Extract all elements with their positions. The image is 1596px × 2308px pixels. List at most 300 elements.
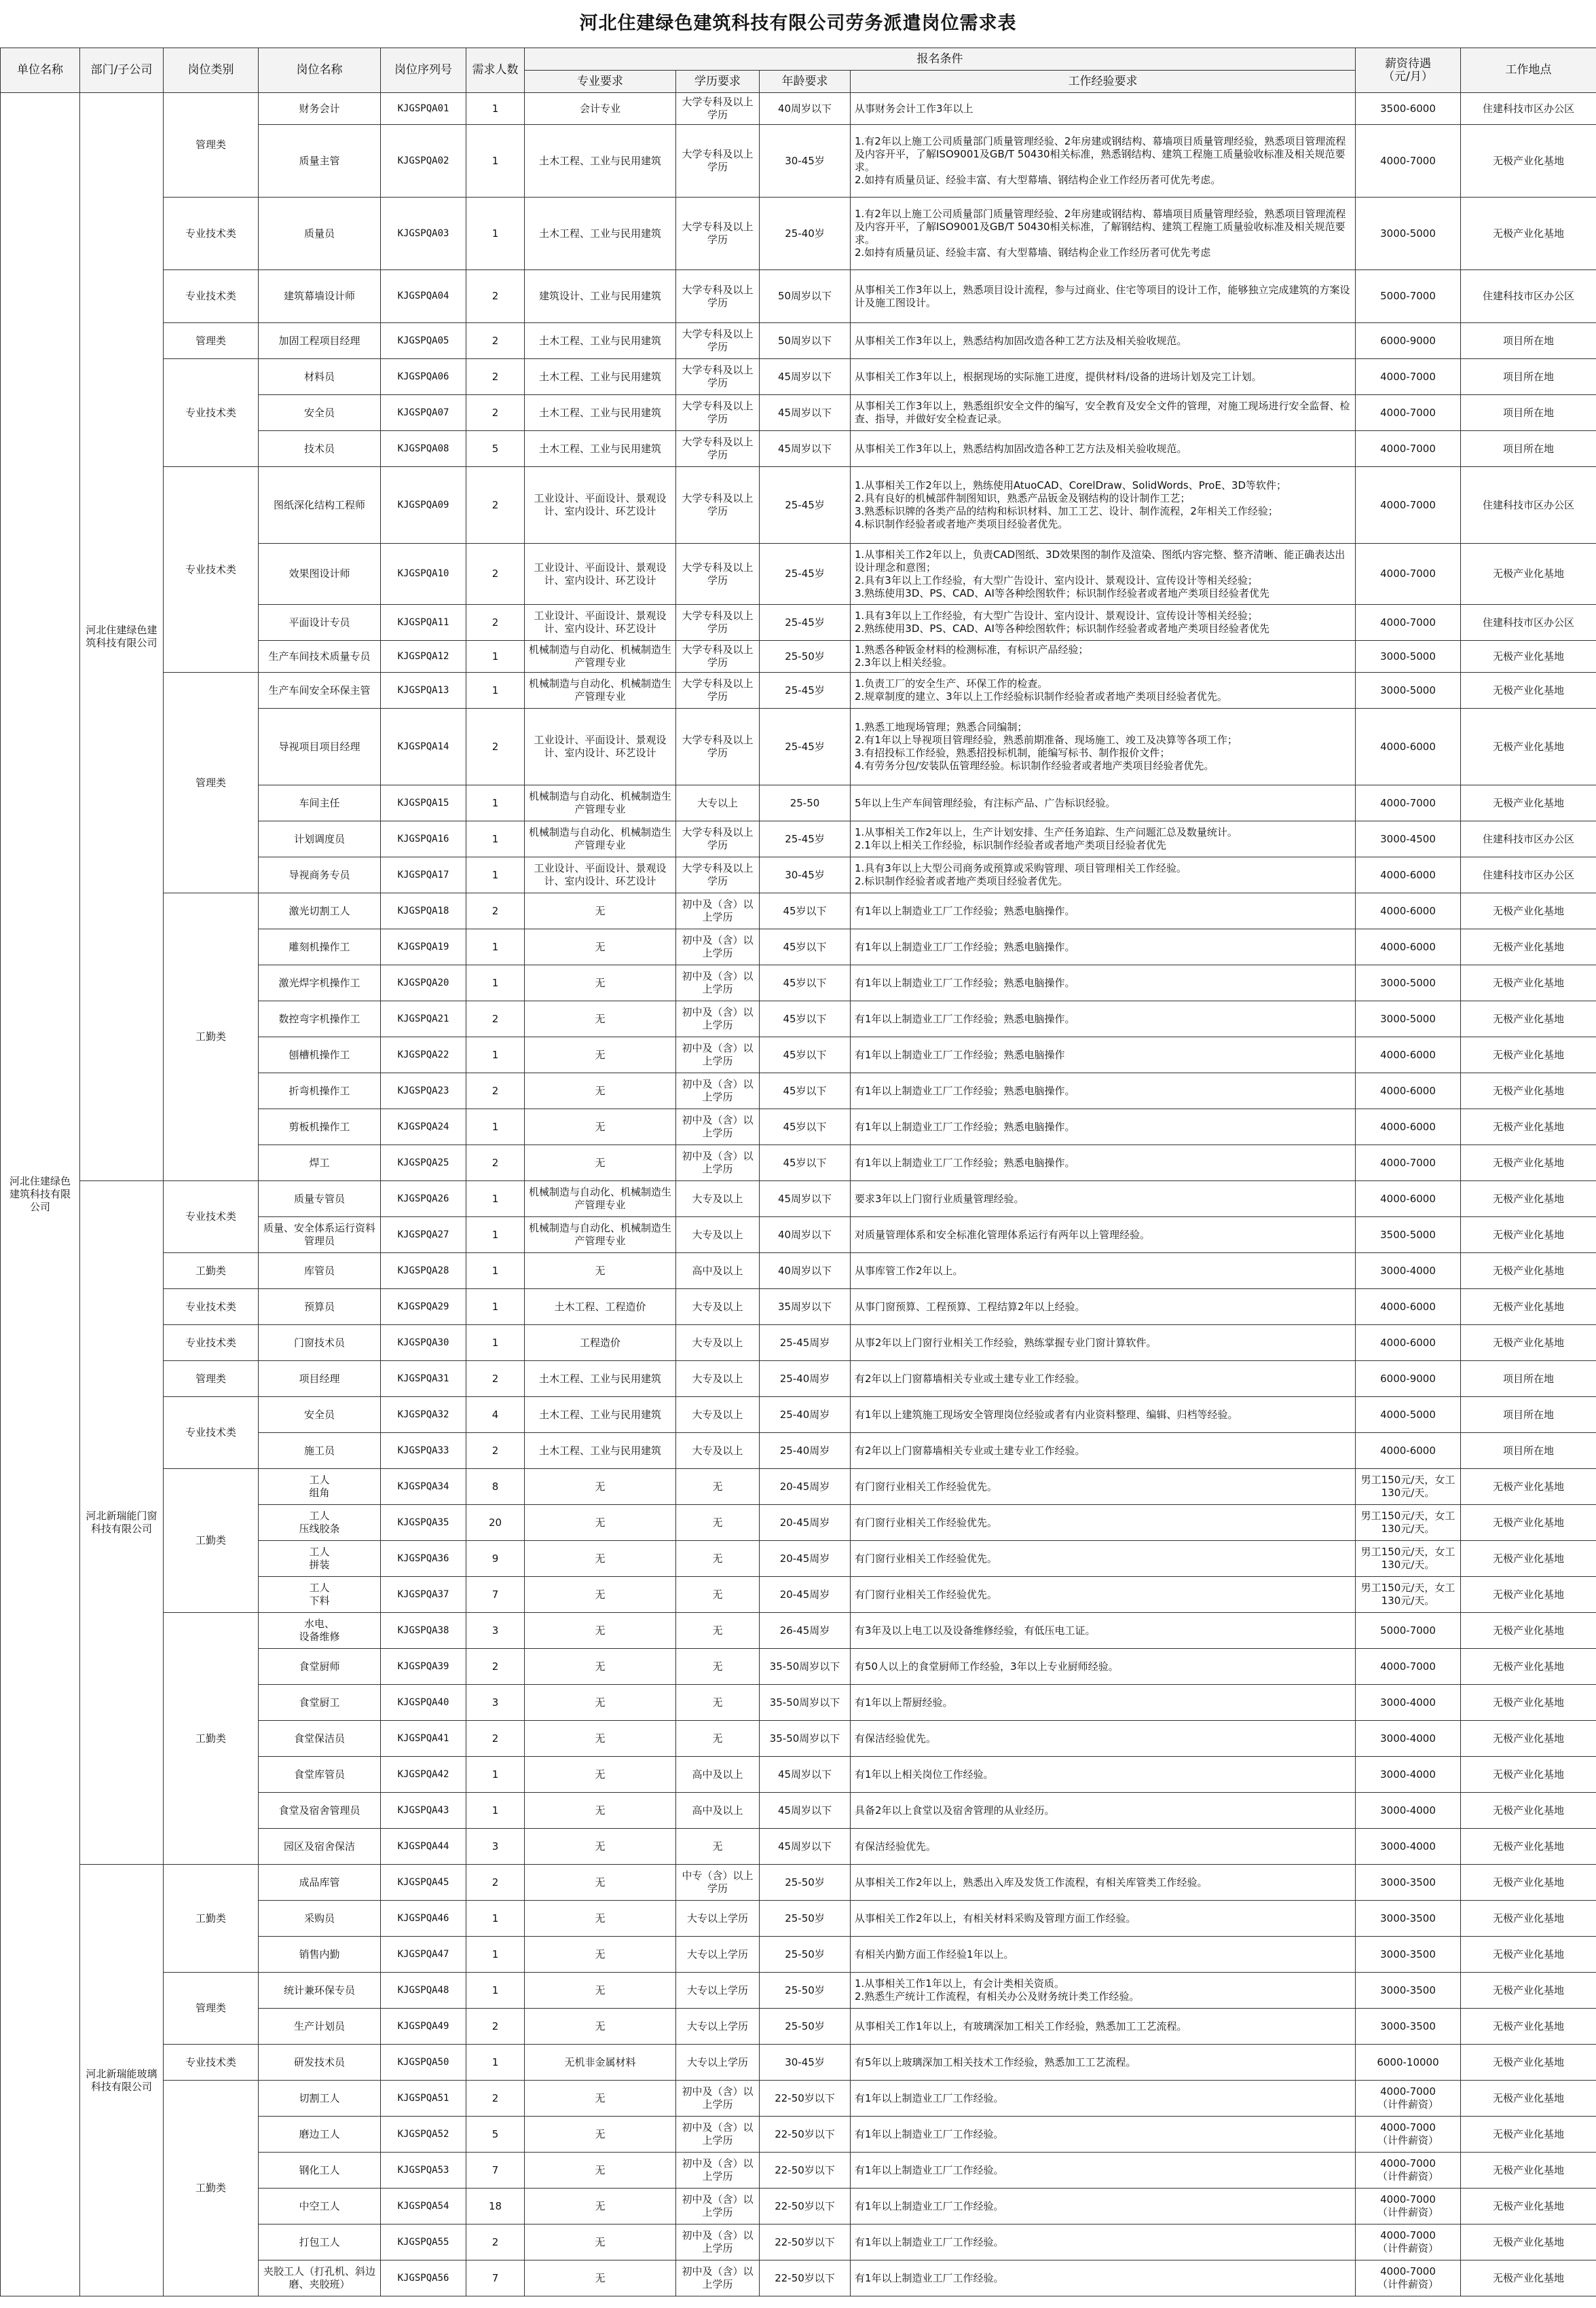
job-code-cell: KJGSPQA29 <box>381 1289 466 1325</box>
job-code-cell: KJGSPQA03 <box>381 198 466 270</box>
headcount-cell: 1 <box>466 965 525 1001</box>
header-job: 岗位名称 <box>259 48 381 93</box>
age-cell: 25-45岁 <box>760 709 851 785</box>
headcount-cell: 3 <box>466 1685 525 1721</box>
experience-cell: 有1年以上制造业工厂工作经验；熟悉电脑操作。 <box>851 1145 1356 1181</box>
education-cell: 大专及以上 <box>676 1325 760 1361</box>
headcount-cell: 1 <box>466 1937 525 1973</box>
experience-cell: 有相关内勤方面工作经验1年以上。 <box>851 1937 1356 1973</box>
category-cell: 工勤类 <box>164 1253 259 1289</box>
job-name-cell: 安全员 <box>259 1397 381 1433</box>
age-cell: 45周岁以下 <box>760 1829 851 1865</box>
major-cell: 工业设计、平面设计、景观设计、室内设计、环艺设计 <box>525 857 676 893</box>
salary-cell: 4000-7000 （计件薪资） <box>1356 2081 1461 2117</box>
job-name-cell: 统计兼环保专员 <box>259 1973 381 2009</box>
experience-cell: 从事库管工作2年以上。 <box>851 1253 1356 1289</box>
job-code-cell: KJGSPQA20 <box>381 965 466 1001</box>
experience-cell: 有1年以上制造业工厂工作经验；熟悉电脑操作。 <box>851 1109 1356 1145</box>
headcount-cell: 2 <box>466 2081 525 2117</box>
location-cell: 无极产业化基地 <box>1461 1001 1596 1037</box>
experience-cell: 有1年以上制造业工厂工作经验；熟悉电脑操作。 <box>851 965 1356 1001</box>
job-name-cell: 夹胶工人（打孔机、斜边磨、夹胶班） <box>259 2260 381 2296</box>
category-cell: 专业技术类 <box>164 1397 259 1469</box>
major-cell: 无 <box>525 1073 676 1109</box>
age-cell: 35-50周岁以下 <box>760 1685 851 1721</box>
experience-cell: 1.从事相关工作2年以上，熟练使用AtuoCAD、CorelDraw、SolidWords、ProE、3D等软件； 2.具有良好的机械部件制图知识，熟悉产品钣金及钢结构的设计制作工艺； 3.熟悉标识牌的各类产品的结构和标识材料、加工工艺、设计、制作流程，2年相关工作经验； 4.标识制作经验者或者地产类项目经验者优先。 <box>851 467 1356 544</box>
age-cell: 45岁以下 <box>760 965 851 1001</box>
salary-cell: 3000-3500 <box>1356 1937 1461 1973</box>
headcount-cell: 1 <box>466 1901 525 1937</box>
salary-cell: 4000-7000 （计件薪资） <box>1356 2117 1461 2153</box>
experience-cell: 1.从事相关工作2年以上，负责CAD图纸、3D效果图的制作及渲染、图纸内容完整、整齐清晰、能正确表达出设计理念和意图； 2.具有3年以上工作经验，有大型广告设计、室内设计、景观设计、宣传设计等相关经验； 3.熟练使用3D、PS、CAD、AI等各种绘图软件；标识制作经验者或者地产类项目经验者优先 <box>851 544 1356 605</box>
major-cell: 无机非金属材料 <box>525 2045 676 2081</box>
salary-cell: 4000-6000 <box>1356 1433 1461 1469</box>
location-cell: 无极产业化基地 <box>1461 893 1596 929</box>
salary-cell: 5000-7000 <box>1356 1613 1461 1649</box>
headcount-cell: 2 <box>466 1073 525 1109</box>
education-cell: 大学专科及以上学历 <box>676 641 760 673</box>
location-cell: 无极产业化基地 <box>1461 1937 1596 1973</box>
age-cell: 45周岁以下 <box>760 359 851 395</box>
headcount-cell: 1 <box>466 641 525 673</box>
job-name-cell: 质量主管 <box>259 125 381 198</box>
salary-cell: 4000-7000 <box>1356 359 1461 395</box>
job-code-cell: KJGSPQA33 <box>381 1433 466 1469</box>
headcount-cell: 2 <box>466 709 525 785</box>
job-name-cell: 导视项目项目经理 <box>259 709 381 785</box>
age-cell: 25-45岁 <box>760 544 851 605</box>
location-cell: 无极产业化基地 <box>1461 965 1596 1001</box>
age-cell: 30-45岁 <box>760 2045 851 2081</box>
header-conditions: 报名条件 <box>525 48 1356 71</box>
job-name-cell: 焊工 <box>259 1145 381 1181</box>
major-cell: 无 <box>525 1109 676 1145</box>
education-cell: 大学专科及以上学历 <box>676 359 760 395</box>
location-cell: 无极产业化基地 <box>1461 1109 1596 1145</box>
major-cell: 机械制造与自动化、机械制造生产管理专业 <box>525 785 676 821</box>
job-code-cell: KJGSPQA08 <box>381 431 466 467</box>
salary-cell: 4000-7000 <box>1356 431 1461 467</box>
location-cell: 无极产业化基地 <box>1461 125 1596 198</box>
salary-cell: 3000-5000 <box>1356 965 1461 1001</box>
headcount-cell: 2 <box>466 2225 525 2260</box>
salary-cell: 3000-5000 <box>1356 641 1461 673</box>
category-cell: 专业技术类 <box>164 467 259 673</box>
major-cell: 机械制造与自动化、机械制造生产管理专业 <box>525 1217 676 1253</box>
major-cell: 无 <box>525 1505 676 1541</box>
age-cell: 45周岁以下 <box>760 1757 851 1793</box>
age-cell: 20-45周岁 <box>760 1541 851 1577</box>
salary-cell: 4000-6000 <box>1356 929 1461 965</box>
header-row-1 <box>1 48 1596 71</box>
category-cell: 管理类 <box>164 673 259 893</box>
age-cell: 25-45周岁 <box>760 1325 851 1361</box>
headcount-cell: 20 <box>466 1505 525 1541</box>
headcount-cell: 1 <box>466 125 525 198</box>
header-age: 年龄要求 <box>760 71 851 93</box>
education-cell: 大学专科及以上学历 <box>676 673 760 709</box>
age-cell: 22-50岁以下 <box>760 2260 851 2296</box>
job-code-cell: KJGSPQA18 <box>381 893 466 929</box>
major-cell: 土木工程、工业与民用建筑 <box>525 1433 676 1469</box>
salary-cell: 男工150元/天，女工130元/天。 <box>1356 1469 1461 1505</box>
education-cell: 大专以上学历 <box>676 1901 760 1937</box>
headcount-cell: 1 <box>466 785 525 821</box>
job-code-cell: KJGSPQA42 <box>381 1757 466 1793</box>
location-cell: 无极产业化基地 <box>1461 1253 1596 1289</box>
location-cell: 无极产业化基地 <box>1461 198 1596 270</box>
job-code-cell: KJGSPQA06 <box>381 359 466 395</box>
salary-cell: 3500-5000 <box>1356 1217 1461 1253</box>
age-cell: 35-50周岁以下 <box>760 1649 851 1685</box>
job-name-cell: 磨边工人 <box>259 2117 381 2153</box>
headcount-cell: 9 <box>466 1541 525 1577</box>
table-row <box>1 1397 1596 1433</box>
education-cell: 大专及以上 <box>676 1397 760 1433</box>
headcount-cell: 7 <box>466 1577 525 1613</box>
major-cell: 无 <box>525 893 676 929</box>
headcount-cell: 2 <box>466 1433 525 1469</box>
education-cell: 无 <box>676 1721 760 1757</box>
location-cell: 无极产业化基地 <box>1461 1865 1596 1901</box>
experience-cell: 有1年以上制造业工厂工作经验；熟悉电脑操作。 <box>851 893 1356 929</box>
experience-cell: 有5年以上玻璃深加工相关技术工作经验，熟悉加工工艺流程。 <box>851 2045 1356 2081</box>
age-cell: 22-50岁以下 <box>760 2153 851 2189</box>
major-cell: 无 <box>525 1649 676 1685</box>
location-cell: 项目所在地 <box>1461 359 1596 395</box>
age-cell: 25-45岁 <box>760 821 851 857</box>
salary-cell: 3000-4000 <box>1356 1829 1461 1865</box>
experience-cell: 从事相关工作3年以上，熟悉结构加固改造各种工艺方法及相关验收规范。 <box>851 431 1356 467</box>
header-edu: 学历要求 <box>676 71 760 93</box>
major-cell: 无 <box>525 1541 676 1577</box>
job-name-cell: 建筑幕墙设计师 <box>259 270 381 323</box>
salary-cell: 3000-5000 <box>1356 1001 1461 1037</box>
salary-cell: 3000-4000 <box>1356 1685 1461 1721</box>
job-code-cell: KJGSPQA56 <box>381 2260 466 2296</box>
job-name-cell: 食堂厨师 <box>259 1649 381 1685</box>
salary-cell: 4000-6000 <box>1356 1181 1461 1217</box>
job-name-cell: 生产计划员 <box>259 2009 381 2045</box>
table-row <box>1 1325 1596 1361</box>
job-code-cell: KJGSPQA41 <box>381 1721 466 1757</box>
headcount-cell: 7 <box>466 2260 525 2296</box>
experience-cell: 有1年以上制造业工厂工作经验；熟悉电脑操作。 <box>851 1001 1356 1037</box>
location-cell: 住建科技市区办公区 <box>1461 821 1596 857</box>
education-cell: 初中及（含）以上学历 <box>676 1073 760 1109</box>
job-name-cell: 生产车间技术质量专员 <box>259 641 381 673</box>
education-cell: 大专及以上 <box>676 1361 760 1397</box>
location-cell: 无极产业化基地 <box>1461 1829 1596 1865</box>
education-cell: 大学专科及以上学历 <box>676 467 760 544</box>
experience-cell: 有1年以上帮厨经验。 <box>851 1685 1356 1721</box>
major-cell: 会计专业 <box>525 93 676 125</box>
experience-cell: 1.熟悉工地现场管理；熟悉合同编制； 2.有1年以上导视项目管理经验，熟悉前期准备、现场施工、竣工及决算等各项工作； 3.有招投标工作经验，熟悉招投标机制，能编写标书、制作报价文件； 4.有劳务分包/安装队伍管理经验。标识制作经验者或者地产类项目经验者优先。 <box>851 709 1356 785</box>
category-cell: 专业技术类 <box>164 2045 259 2081</box>
education-cell: 高中及以上 <box>676 1253 760 1289</box>
job-code-cell: KJGSPQA32 <box>381 1397 466 1433</box>
job-name-cell: 安全员 <box>259 395 381 431</box>
headcount-cell: 1 <box>466 1793 525 1829</box>
experience-cell: 对质量管理体系和安全标准化管理体系运行有两年以上管理经验。 <box>851 1217 1356 1253</box>
education-cell: 大专及以上 <box>676 1433 760 1469</box>
header-category: 岗位类别 <box>164 48 259 93</box>
education-cell: 大学专科及以上学历 <box>676 544 760 605</box>
job-code-cell: KJGSPQA49 <box>381 2009 466 2045</box>
job-name-cell: 工人 拼装 <box>259 1541 381 1577</box>
age-cell: 45岁以下 <box>760 1001 851 1037</box>
location-cell: 无极产业化基地 <box>1461 2081 1596 2117</box>
salary-cell: 6000-9000 <box>1356 1361 1461 1397</box>
salary-cell: 3000-5000 <box>1356 673 1461 709</box>
salary-cell: 4000-7000 <box>1356 785 1461 821</box>
job-name-cell: 平面设计专员 <box>259 605 381 641</box>
experience-cell: 有1年以上制造业工厂工作经验。 <box>851 2117 1356 2153</box>
age-cell: 45周岁以下 <box>760 1181 851 1217</box>
category-cell: 管理类 <box>164 93 259 198</box>
job-code-cell: KJGSPQA37 <box>381 1577 466 1613</box>
job-code-cell: KJGSPQA30 <box>381 1325 466 1361</box>
age-cell: 25-45岁 <box>760 467 851 544</box>
education-cell: 初中及（含）以上学历 <box>676 893 760 929</box>
location-cell: 无极产业化基地 <box>1461 2045 1596 2081</box>
location-cell: 无极产业化基地 <box>1461 2009 1596 2045</box>
location-cell: 无极产业化基地 <box>1461 544 1596 605</box>
age-cell: 20-45周岁 <box>760 1577 851 1613</box>
major-cell: 无 <box>525 2009 676 2045</box>
job-name-cell: 效果图设计师 <box>259 544 381 605</box>
header-exp: 工作经验要求 <box>851 71 1356 93</box>
major-cell: 无 <box>525 1685 676 1721</box>
job-code-cell: KJGSPQA43 <box>381 1793 466 1829</box>
header-major: 专业要求 <box>525 71 676 93</box>
education-cell: 无 <box>676 1505 760 1541</box>
header-code: 岗位序列号 <box>381 48 466 93</box>
category-cell: 专业技术类 <box>164 1325 259 1361</box>
experience-cell: 1.具有3年以上大型公司商务或预算或采购管理、项目管理相关工作经验。 2.标识制作经验者或者地产类项目经验者优先。 <box>851 857 1356 893</box>
table-row <box>1 323 1596 359</box>
education-cell: 初中及（含）以上学历 <box>676 965 760 1001</box>
job-code-cell: KJGSPQA52 <box>381 2117 466 2153</box>
major-cell: 无 <box>525 1973 676 2009</box>
major-cell: 无 <box>525 1145 676 1181</box>
job-name-cell: 食堂厨工 <box>259 1685 381 1721</box>
salary-cell: 3000-3500 <box>1356 1865 1461 1901</box>
job-code-cell: KJGSPQA13 <box>381 673 466 709</box>
salary-cell: 4000-5000 <box>1356 1397 1461 1433</box>
table-row <box>1 1181 1596 1217</box>
job-name-cell: 工人 压线胶条 <box>259 1505 381 1541</box>
major-cell: 土木工程、工业与民用建筑 <box>525 323 676 359</box>
job-name-cell: 销售内勤 <box>259 1937 381 1973</box>
education-cell: 大专以上学历 <box>676 1973 760 2009</box>
headcount-cell: 2 <box>466 359 525 395</box>
major-cell: 无 <box>525 929 676 965</box>
job-name-cell: 质量、安全体系运行资料管理员 <box>259 1217 381 1253</box>
major-cell: 无 <box>525 2225 676 2260</box>
headcount-cell: 5 <box>466 2117 525 2153</box>
job-code-cell: KJGSPQA11 <box>381 605 466 641</box>
education-cell: 初中及（含）以上学历 <box>676 1109 760 1145</box>
headcount-cell: 8 <box>466 1469 525 1505</box>
major-cell: 无 <box>525 1037 676 1073</box>
education-cell: 初中及（含）以上学历 <box>676 2189 760 2225</box>
headcount-cell: 1 <box>466 1109 525 1145</box>
location-cell: 住建科技市区办公区 <box>1461 270 1596 323</box>
age-cell: 45岁以下 <box>760 1073 851 1109</box>
job-name-cell: 雕刻机操作工 <box>259 929 381 965</box>
major-cell: 土木工程、工业与民用建筑 <box>525 395 676 431</box>
salary-cell: 4000-7000 <box>1356 1145 1461 1181</box>
experience-cell: 从事门窗预算、工程预算、工程结算2年以上经验。 <box>851 1289 1356 1325</box>
location-cell: 住建科技市区办公区 <box>1461 467 1596 544</box>
experience-cell: 从事相关工作2年以上，熟悉出入库及发货工作流程，有相关库管类工作经验。 <box>851 1865 1356 1901</box>
headcount-cell: 4 <box>466 1397 525 1433</box>
category-cell: 专业技术类 <box>164 198 259 270</box>
experience-cell: 从事相关工作1年以上，有玻璃深加工相关工作经验，熟悉加工工艺流程。 <box>851 2009 1356 2045</box>
unit-name-cell: 河北住建绿色建筑科技有限公司 <box>1 93 80 2296</box>
education-cell: 无 <box>676 1829 760 1865</box>
experience-cell: 有1年以上制造业工厂工作经验。 <box>851 2225 1356 2260</box>
age-cell: 25-50岁 <box>760 1973 851 2009</box>
job-name-cell: 激光切割工人 <box>259 893 381 929</box>
education-cell: 初中及（含）以上学历 <box>676 929 760 965</box>
salary-cell: 4000-6000 <box>1356 893 1461 929</box>
education-cell: 无 <box>676 1577 760 1613</box>
major-cell: 无 <box>525 2189 676 2225</box>
education-cell: 无 <box>676 1649 760 1685</box>
major-cell: 无 <box>525 1829 676 1865</box>
job-name-cell: 门窗技术员 <box>259 1325 381 1361</box>
salary-cell: 3000-4000 <box>1356 1253 1461 1289</box>
category-cell: 工勤类 <box>164 1613 259 1865</box>
education-cell: 大学专科及以上学历 <box>676 857 760 893</box>
category-cell: 专业技术类 <box>164 359 259 467</box>
job-code-cell: KJGSPQA19 <box>381 929 466 965</box>
table-row <box>1 1865 1596 1901</box>
age-cell: 25-50岁 <box>760 1937 851 1973</box>
headcount-cell: 1 <box>466 198 525 270</box>
department-cell: 河北住建绿色建筑科技有限公司 <box>80 93 164 1181</box>
job-name-cell: 财务会计 <box>259 93 381 125</box>
job-code-cell: KJGSPQA46 <box>381 1901 466 1937</box>
job-code-cell: KJGSPQA14 <box>381 709 466 785</box>
major-cell: 无 <box>525 2081 676 2117</box>
experience-cell: 有保洁经验优先。 <box>851 1721 1356 1757</box>
location-cell: 无极产业化基地 <box>1461 929 1596 965</box>
age-cell: 25-50 <box>760 785 851 821</box>
education-cell: 无 <box>676 1541 760 1577</box>
location-cell: 无极产业化基地 <box>1461 1037 1596 1073</box>
location-cell: 住建科技市区办公区 <box>1461 93 1596 125</box>
age-cell: 45岁以下 <box>760 929 851 965</box>
header-salary: 薪资待遇 （元/月） <box>1356 48 1461 93</box>
age-cell: 30-45岁 <box>760 857 851 893</box>
category-cell: 专业技术类 <box>164 1181 259 1253</box>
location-cell: 住建科技市区办公区 <box>1461 857 1596 893</box>
job-code-cell: KJGSPQA50 <box>381 2045 466 2081</box>
job-code-cell: KJGSPQA26 <box>381 1181 466 1217</box>
age-cell: 25-40周岁 <box>760 1433 851 1469</box>
department-cell: 河北新瑞能门窗科技有限公司 <box>80 1181 164 1865</box>
headcount-cell: 2 <box>466 1001 525 1037</box>
experience-cell: 有1年以上制造业工厂工作经验；熟悉电脑操作 <box>851 1037 1356 1073</box>
headcount-cell: 2 <box>466 1145 525 1181</box>
education-cell: 大学专科及以上学历 <box>676 198 760 270</box>
job-code-cell: KJGSPQA22 <box>381 1037 466 1073</box>
experience-cell: 从事财务会计工作3年以上 <box>851 93 1356 125</box>
experience-cell: 有2年以上门窗幕墙相关专业或土建专业工作经验。 <box>851 1433 1356 1469</box>
job-name-cell: 质量专管员 <box>259 1181 381 1217</box>
headcount-cell: 1 <box>466 93 525 125</box>
salary-cell: 3000-4000 <box>1356 1721 1461 1757</box>
major-cell: 无 <box>525 1757 676 1793</box>
experience-cell: 5年以上生产车间管理经验，有注标产品、广告标识经验。 <box>851 785 1356 821</box>
major-cell: 建筑设计、工业与民用建筑 <box>525 270 676 323</box>
table-row <box>1 2045 1596 2081</box>
salary-cell: 6000-9000 <box>1356 323 1461 359</box>
header-unit: 单位名称 <box>1 48 80 93</box>
major-cell: 无 <box>525 2117 676 2153</box>
salary-cell: 3000-3500 <box>1356 1901 1461 1937</box>
job-code-cell: KJGSPQA04 <box>381 270 466 323</box>
table-row <box>1 1253 1596 1289</box>
major-cell: 土木工程、工业与民用建筑 <box>525 431 676 467</box>
headcount-cell: 1 <box>466 821 525 857</box>
education-cell: 无 <box>676 1469 760 1505</box>
job-code-cell: KJGSPQA09 <box>381 467 466 544</box>
header-dept: 部门/子公司 <box>80 48 164 93</box>
experience-cell: 1.具有3年以上工作经验，有大型广告设计、室内设计、景观设计、宣传设计等相关经验； 2.熟练使用3D、PS、CAD、AI等各种绘图软件；标识制作经验者或者地产类项目经验者优先 <box>851 605 1356 641</box>
age-cell: 40周岁以下 <box>760 1253 851 1289</box>
job-name-cell: 车间主任 <box>259 785 381 821</box>
education-cell: 大学专科及以上学历 <box>676 270 760 323</box>
job-name-cell: 食堂保洁员 <box>259 1721 381 1757</box>
location-cell: 无极产业化基地 <box>1461 785 1596 821</box>
job-name-cell: 剪板机操作工 <box>259 1109 381 1145</box>
age-cell: 35-50周岁以下 <box>760 1721 851 1757</box>
job-code-cell: KJGSPQA23 <box>381 1073 466 1109</box>
education-cell: 无 <box>676 1685 760 1721</box>
job-name-cell: 加固工程项目经理 <box>259 323 381 359</box>
age-cell: 25-50岁 <box>760 1865 851 1901</box>
location-cell: 无极产业化基地 <box>1461 1721 1596 1757</box>
location-cell: 无极产业化基地 <box>1461 1073 1596 1109</box>
location-cell: 无极产业化基地 <box>1461 1757 1596 1793</box>
salary-cell: 4000-6000 <box>1356 1109 1461 1145</box>
age-cell: 35周岁以下 <box>760 1289 851 1325</box>
location-cell: 无极产业化基地 <box>1461 673 1596 709</box>
job-code-cell: KJGSPQA40 <box>381 1685 466 1721</box>
education-cell: 初中及（含）以上学历 <box>676 2081 760 2117</box>
location-cell: 无极产业化基地 <box>1461 2189 1596 2225</box>
department-cell: 河北新瑞能玻璃科技有限公司 <box>80 1865 164 2296</box>
age-cell: 25-40周岁 <box>760 1397 851 1433</box>
location-cell: 项目所在地 <box>1461 431 1596 467</box>
education-cell: 中专（含）以上学历 <box>676 1865 760 1901</box>
headcount-cell: 1 <box>466 1217 525 1253</box>
job-name-cell: 生产车间安全环保主管 <box>259 673 381 709</box>
education-cell: 大学专科及以上学历 <box>676 709 760 785</box>
experience-cell: 从事相关工作3年以上，熟悉组织安全文件的编写，安全教育及安全文件的管理，对施工现场进行安全监督、检查、指导，并做好安全检查记录。 <box>851 395 1356 431</box>
education-cell: 初中及（含）以上学历 <box>676 2225 760 2260</box>
job-code-cell: KJGSPQA12 <box>381 641 466 673</box>
experience-cell: 有门窗行业相关工作经验优先。 <box>851 1469 1356 1505</box>
major-cell: 无 <box>525 1865 676 1901</box>
major-cell: 无 <box>525 1721 676 1757</box>
job-code-cell: KJGSPQA51 <box>381 2081 466 2117</box>
job-name-cell: 成品库管 <box>259 1865 381 1901</box>
